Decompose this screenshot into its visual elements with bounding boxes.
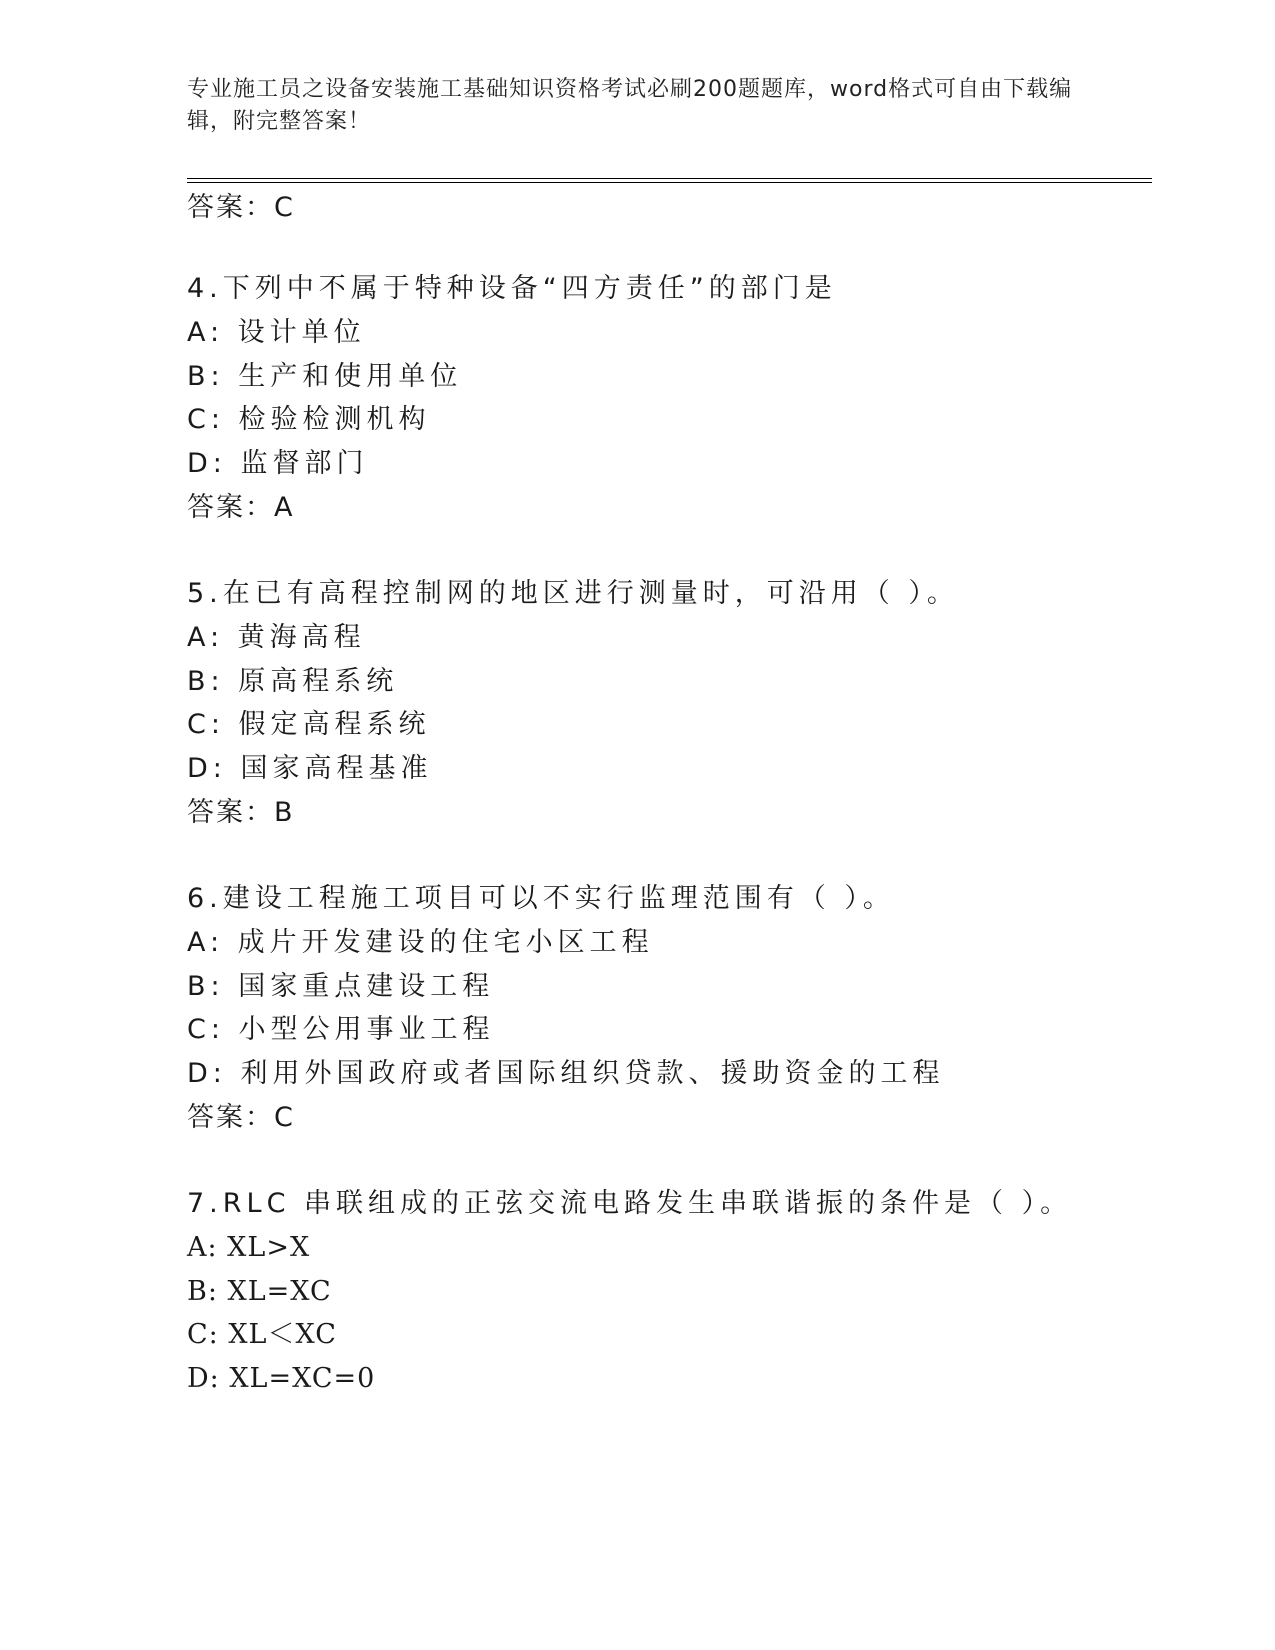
question-4-option-b: B: 生产和使用单位: [187, 361, 463, 392]
question-5-option-d: D: 国家高程基准: [187, 753, 433, 784]
answer-q4: 答案：A: [187, 492, 295, 523]
question-7-option-a: A: XL>X: [187, 1232, 311, 1263]
question-6-option-b: B: 国家重点建设工程: [187, 971, 495, 1002]
question-6-option-d: D: 利用外国政府或者国际组织贷款、援助资金的工程: [187, 1058, 945, 1089]
question-7-option-d: D: XL=XC=0: [187, 1363, 376, 1394]
question-7: 7.RLC 串联组成的正弦交流电路发生串联谐振的条件是（ ）。: [187, 1188, 1073, 1219]
question-5-option-b: B: 原高程系统: [187, 666, 399, 697]
page-header: 专业施工员之设备安装施工基础知识资格考试必刷200题题库，word格式可自由下载编辑，附完整答案！: [187, 77, 1073, 134]
answer-q5: 答案：B: [187, 797, 295, 828]
question-5-option-c: C: 假定高程系统: [187, 709, 431, 740]
question-4-option-a: A: 设计单位: [187, 317, 366, 348]
question-6: 6.建设工程施工项目可以不实行监理范围有（ ）。: [187, 883, 895, 914]
question-5: 5.在已有高程控制网的地区进行测量时，可沿用（ ）。: [187, 578, 959, 609]
question-7-option-c: C: XL＜XC: [187, 1319, 337, 1350]
answer-q3: 答案：C: [187, 192, 295, 223]
question-6-option-c: C: 小型公用事业工程: [187, 1014, 495, 1045]
question-4-option-c: C: 检验检测机构: [187, 404, 431, 435]
header-rule-bottom: [187, 182, 1152, 183]
question-5-option-a: A: 黄海高程: [187, 622, 366, 653]
question-4: 4.下列中不属于特种设备“四方责任”的部门是: [187, 273, 837, 304]
header-rule-top: [187, 178, 1152, 179]
question-7-option-b: B: XL=XC: [187, 1276, 332, 1307]
answer-q6: 答案：C: [187, 1102, 295, 1133]
question-4-option-d: D: 监督部门: [187, 448, 369, 479]
question-6-option-a: A: 成片开发建设的住宅小区工程: [187, 927, 654, 958]
